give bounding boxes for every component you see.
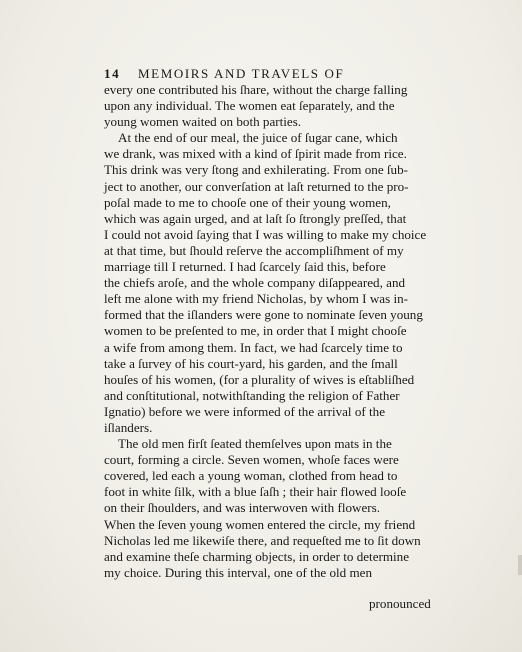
text-line: and conſtitutional, notwithſtanding the religion of Father (104, 387, 400, 403)
text-line: we drank, was mixed with a kind of ſpirit made from rice. (104, 146, 407, 162)
text-line: on their ſhoulders, and was interwoven with flowers. (104, 500, 380, 516)
text-line: formed that the iſlanders were gone to nominate ſeven young (104, 307, 423, 323)
scan-edge-mark (518, 555, 522, 575)
text-line: every one contributed his ſhare, without the charge falling (104, 82, 408, 97)
text-line: take a ſurvey of his court-yard, his garden, and the ſmall (104, 355, 398, 371)
catchword: pronounced (369, 596, 431, 611)
text-line: women to be preſented to me, in order that I might chooſe (104, 323, 407, 339)
text-line: This drink was very ſtong and exhilerating. From one ſub- (104, 162, 409, 178)
text-line: my choice. During this interval, one of the old men (104, 564, 372, 580)
text-line: which was again urged, and at laſt ſo ſtrongly preſſed, that (104, 210, 407, 226)
page-header (104, 66, 434, 82)
text-line: the chiefs aroſe, and the whole company diſappeared, and (104, 275, 406, 291)
text-line: foot in white ſilk, with a blue ſaſh ; their hair flowed looſe (104, 484, 407, 500)
text-line: and examine theſe charming objects, in order to determine (104, 548, 410, 564)
text-line: Nicholas led me likewiſe there, and requeſted me to ſit down (104, 532, 421, 548)
text-line: iſlanders. (104, 419, 153, 435)
text-line: I could not avoid ſaying that I was willing to make my choice (104, 226, 427, 242)
page-number: 14 (104, 66, 121, 81)
text-line: Ignatio) before we were informed of the arrival of the (104, 403, 386, 419)
text-line: poſal made to me to chooſe one of their young women, (104, 194, 391, 210)
text-line: covered, led each a young woman, clothed from head to (104, 468, 398, 484)
text-line: houſes of his women, (for a plurality of wives is eſtabliſhed (104, 371, 415, 387)
text-line: When the ſeven young women entered the circle, my friend (104, 516, 416, 532)
text-line: The old men firſt ſeated themſelves upon mats in the (118, 436, 392, 452)
text-line: court, forming a circle. Seven women, whoſe faces were (104, 452, 399, 468)
text-line: young women waited on both parties. (104, 114, 302, 130)
text-line: a wife from among them. In fact, we had ſcarcely time to (104, 339, 403, 355)
text-line: at that time, but ſhould reſerve the accompliſhment of my (104, 242, 404, 258)
text-line: upon any individual. The women eat ſeparately, and the (104, 98, 395, 114)
text-line: marriage till I returned. I had ſcarcely ſaid this, before (104, 259, 386, 275)
text-line: left me alone with my friend Nicholas, by whom I was in- (104, 291, 408, 307)
body-text (104, 82, 442, 581)
running-head: MEMOIRS AND TRAVELS OF (138, 66, 345, 81)
text-line: ject to another, our converſation at laſt returned to the pro- (104, 178, 409, 194)
text-line: At the end of our meal, the juice of ſugar cane, which (118, 130, 398, 146)
